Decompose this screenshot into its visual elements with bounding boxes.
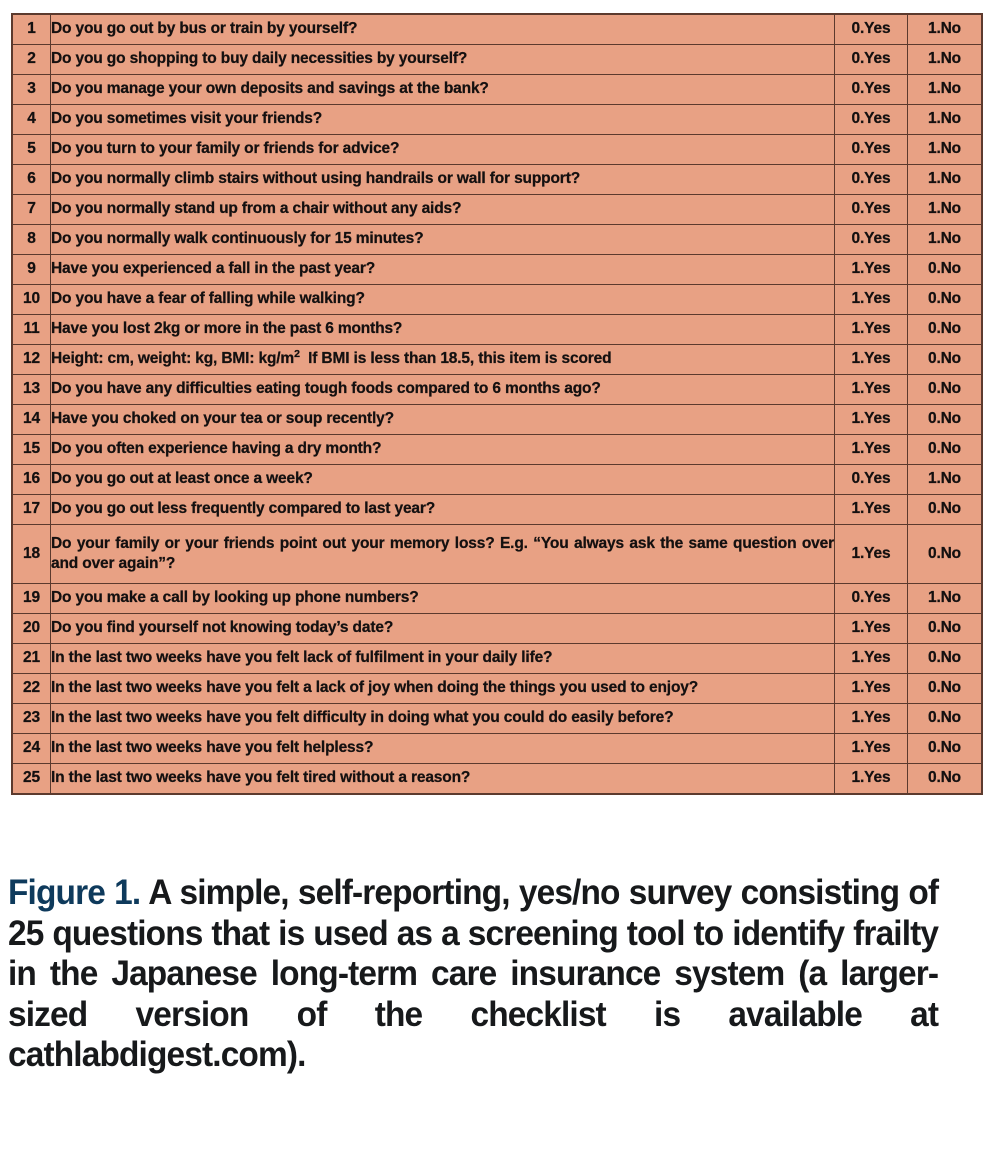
question-number: 13 — [12, 375, 51, 405]
answer-option-no[interactable]: 1.No — [908, 105, 983, 135]
answer-option-yes[interactable]: 1.Yes — [835, 674, 908, 704]
checklist-table-body — [12, 14, 982, 794]
question-text: Do you find yourself not knowing today’s date? — [51, 614, 835, 644]
question-text: Do you normally stand up from a chair without any aids? — [51, 195, 835, 225]
question-text: Do you manage your own deposits and savings at the bank? — [51, 75, 835, 105]
question-text: Do your family or your friends point out your memory loss? E.g. “You always ask the same question over and over again”? — [51, 525, 835, 584]
question-text: In the last two weeks have you felt a lack of joy when doing the things you used to enjoy? — [51, 674, 835, 704]
answer-option-no[interactable]: 0.No — [908, 255, 983, 285]
question-number: 7 — [12, 195, 51, 225]
question-number: 10 — [12, 285, 51, 315]
figure-label: Figure 1. — [8, 873, 141, 912]
answer-option-yes[interactable]: 1.Yes — [835, 734, 908, 764]
question-text: Do you turn to your family or friends for advice? — [51, 135, 835, 165]
figure-caption-text: A simple, self-reporting, yes/no survey consisting of 25 questions that is used as a screening tool to identify frailty in the Japanese long-term care insurance system (a larger-sized version of the checklist is available at cathlabdigest.com). — [8, 873, 939, 1075]
question-text: Have you lost 2kg or more in the past 6 months? — [51, 315, 835, 345]
question-number: 16 — [12, 465, 51, 495]
answer-option-yes[interactable]: 1.Yes — [835, 644, 908, 674]
answer-option-no[interactable]: 1.No — [908, 135, 983, 165]
checklist-row — [12, 704, 982, 734]
answer-option-yes[interactable]: 1.Yes — [835, 315, 908, 345]
question-number: 2 — [12, 45, 51, 75]
question-text: Do you go out less frequently compared to last year? — [51, 495, 835, 525]
checklist-row — [12, 584, 982, 614]
answer-option-yes[interactable]: 0.Yes — [835, 225, 908, 255]
question-text: Height: cm, weight: kg, BMI: $kg/m^2$ If BMI is less than 18.5, this item is scored — [51, 345, 835, 375]
checklist-row — [12, 495, 982, 525]
question-text: In the last two weeks have you felt difficulty in doing what you could do easily before? — [51, 704, 835, 734]
checklist-row — [12, 465, 982, 495]
answer-option-yes[interactable]: 1.Yes — [835, 764, 908, 795]
checklist-row — [12, 764, 982, 795]
question-number: 4 — [12, 105, 51, 135]
question-text: Do you have a fear of falling while walking? — [51, 285, 835, 315]
question-number: 1 — [12, 14, 51, 45]
question-number: 8 — [12, 225, 51, 255]
answer-option-no[interactable]: 1.No — [908, 465, 983, 495]
question-number: 6 — [12, 165, 51, 195]
answer-option-yes[interactable]: 0.Yes — [835, 105, 908, 135]
figure-caption — [8, 873, 938, 1076]
question-text: Do you sometimes visit your friends? — [51, 105, 835, 135]
question-number: 15 — [12, 435, 51, 465]
answer-option-no[interactable]: 0.No — [908, 495, 983, 525]
answer-option-no[interactable]: 1.No — [908, 225, 983, 255]
answer-option-yes[interactable]: 0.Yes — [835, 195, 908, 225]
checklist-row — [12, 435, 982, 465]
answer-option-yes[interactable]: 0.Yes — [835, 14, 908, 45]
checklist-row — [12, 14, 982, 45]
question-text: In the last two weeks have you felt lack of fulfilment in your daily life? — [51, 644, 835, 674]
answer-option-yes[interactable]: 0.Yes — [835, 135, 908, 165]
question-number: 19 — [12, 584, 51, 614]
checklist-row — [12, 734, 982, 764]
checklist-row — [12, 405, 982, 435]
answer-option-yes[interactable]: 1.Yes — [835, 525, 908, 584]
question-number: 20 — [12, 614, 51, 644]
answer-option-no[interactable]: 0.No — [908, 435, 983, 465]
answer-option-no[interactable]: 0.No — [908, 345, 983, 375]
checklist-row — [12, 135, 982, 165]
answer-option-yes[interactable]: 1.Yes — [835, 285, 908, 315]
answer-option-no[interactable]: 0.No — [908, 375, 983, 405]
question-number: 24 — [12, 734, 51, 764]
answer-option-yes[interactable]: 1.Yes — [835, 375, 908, 405]
answer-option-no[interactable]: 0.No — [908, 644, 983, 674]
question-text: In the last two weeks have you felt helpless? — [51, 734, 835, 764]
question-text: Do you normally walk continuously for 15 minutes? — [51, 225, 835, 255]
question-number: 3 — [12, 75, 51, 105]
question-text: Do you often experience having a dry month? — [51, 435, 835, 465]
question-number: 12 — [12, 345, 51, 375]
answer-option-no[interactable]: 1.No — [908, 165, 983, 195]
answer-option-no[interactable]: 0.No — [908, 405, 983, 435]
checklist-row — [12, 525, 982, 584]
answer-option-no[interactable]: 0.No — [908, 614, 983, 644]
answer-option-yes[interactable]: 1.Yes — [835, 435, 908, 465]
answer-option-no[interactable]: 1.No — [908, 45, 983, 75]
answer-option-yes[interactable]: 0.Yes — [835, 45, 908, 75]
question-number: 5 — [12, 135, 51, 165]
question-number: 18 — [12, 525, 51, 584]
question-number: 17 — [12, 495, 51, 525]
checklist-row — [12, 644, 982, 674]
checklist-row — [12, 105, 982, 135]
answer-option-no[interactable]: 1.No — [908, 14, 983, 45]
question-number: 14 — [12, 405, 51, 435]
checklist-row — [12, 375, 982, 405]
answer-option-yes[interactable]: 0.Yes — [835, 75, 908, 105]
kihon-checklist-figure — [11, 13, 978, 795]
answer-option-yes[interactable]: 1.Yes — [835, 345, 908, 375]
question-text: Have you choked on your tea or soup recently? — [51, 405, 835, 435]
answer-option-no[interactable]: 0.No — [908, 674, 983, 704]
answer-option-no[interactable]: 0.No — [908, 525, 983, 584]
question-number: 9 — [12, 255, 51, 285]
checklist-row — [12, 165, 982, 195]
answer-option-yes[interactable]: 0.Yes — [835, 465, 908, 495]
answer-option-no[interactable]: 1.No — [908, 584, 983, 614]
answer-option-no[interactable]: 0.No — [908, 734, 983, 764]
checklist-row — [12, 315, 982, 345]
answer-option-yes[interactable]: 1.Yes — [835, 255, 908, 285]
question-text: Have you experienced a fall in the past year? — [51, 255, 835, 285]
question-text: Do you normally climb stairs without using handrails or wall for support? — [51, 165, 835, 195]
checklist-row — [12, 614, 982, 644]
checklist-row — [12, 225, 982, 255]
question-text: Do you go shopping to buy daily necessities by yourself? — [51, 45, 835, 75]
answer-option-yes[interactable]: 1.Yes — [835, 614, 908, 644]
question-number: 11 — [12, 315, 51, 345]
checklist-row — [12, 285, 982, 315]
answer-option-no[interactable]: 1.No — [908, 195, 983, 225]
checklist-row — [12, 255, 982, 285]
answer-option-no[interactable]: 0.No — [908, 285, 983, 315]
answer-option-yes[interactable]: 1.Yes — [835, 704, 908, 734]
answer-option-no[interactable]: 0.No — [908, 704, 983, 734]
answer-option-no[interactable]: 1.No — [908, 75, 983, 105]
question-text: Do you make a call by looking up phone numbers? — [51, 584, 835, 614]
question-text: Do you go out at least once a week? — [51, 465, 835, 495]
answer-option-no[interactable]: 0.No — [908, 315, 983, 345]
question-number: 21 — [12, 644, 51, 674]
answer-option-yes[interactable]: 1.Yes — [835, 405, 908, 435]
checklist-row — [12, 195, 982, 225]
answer-option-yes[interactable]: 0.Yes — [835, 165, 908, 195]
question-number: 23 — [12, 704, 51, 734]
question-number: 22 — [12, 674, 51, 704]
checklist-row — [12, 345, 982, 375]
question-text: In the last two weeks have you felt tired without a reason? — [51, 764, 835, 795]
checklist-row — [12, 75, 982, 105]
checklist-row — [12, 674, 982, 704]
answer-option-no[interactable]: 0.No — [908, 764, 983, 795]
question-number: 25 — [12, 764, 51, 795]
question-text: Do you have any difficulties eating tough foods compared to 6 months ago? — [51, 375, 835, 405]
kihon-checklist-table — [11, 13, 983, 795]
question-text: Do you go out by bus or train by yourself? — [51, 14, 835, 45]
answer-option-yes[interactable]: 1.Yes — [835, 495, 908, 525]
checklist-row — [12, 45, 982, 75]
answer-option-yes[interactable]: 0.Yes — [835, 584, 908, 614]
